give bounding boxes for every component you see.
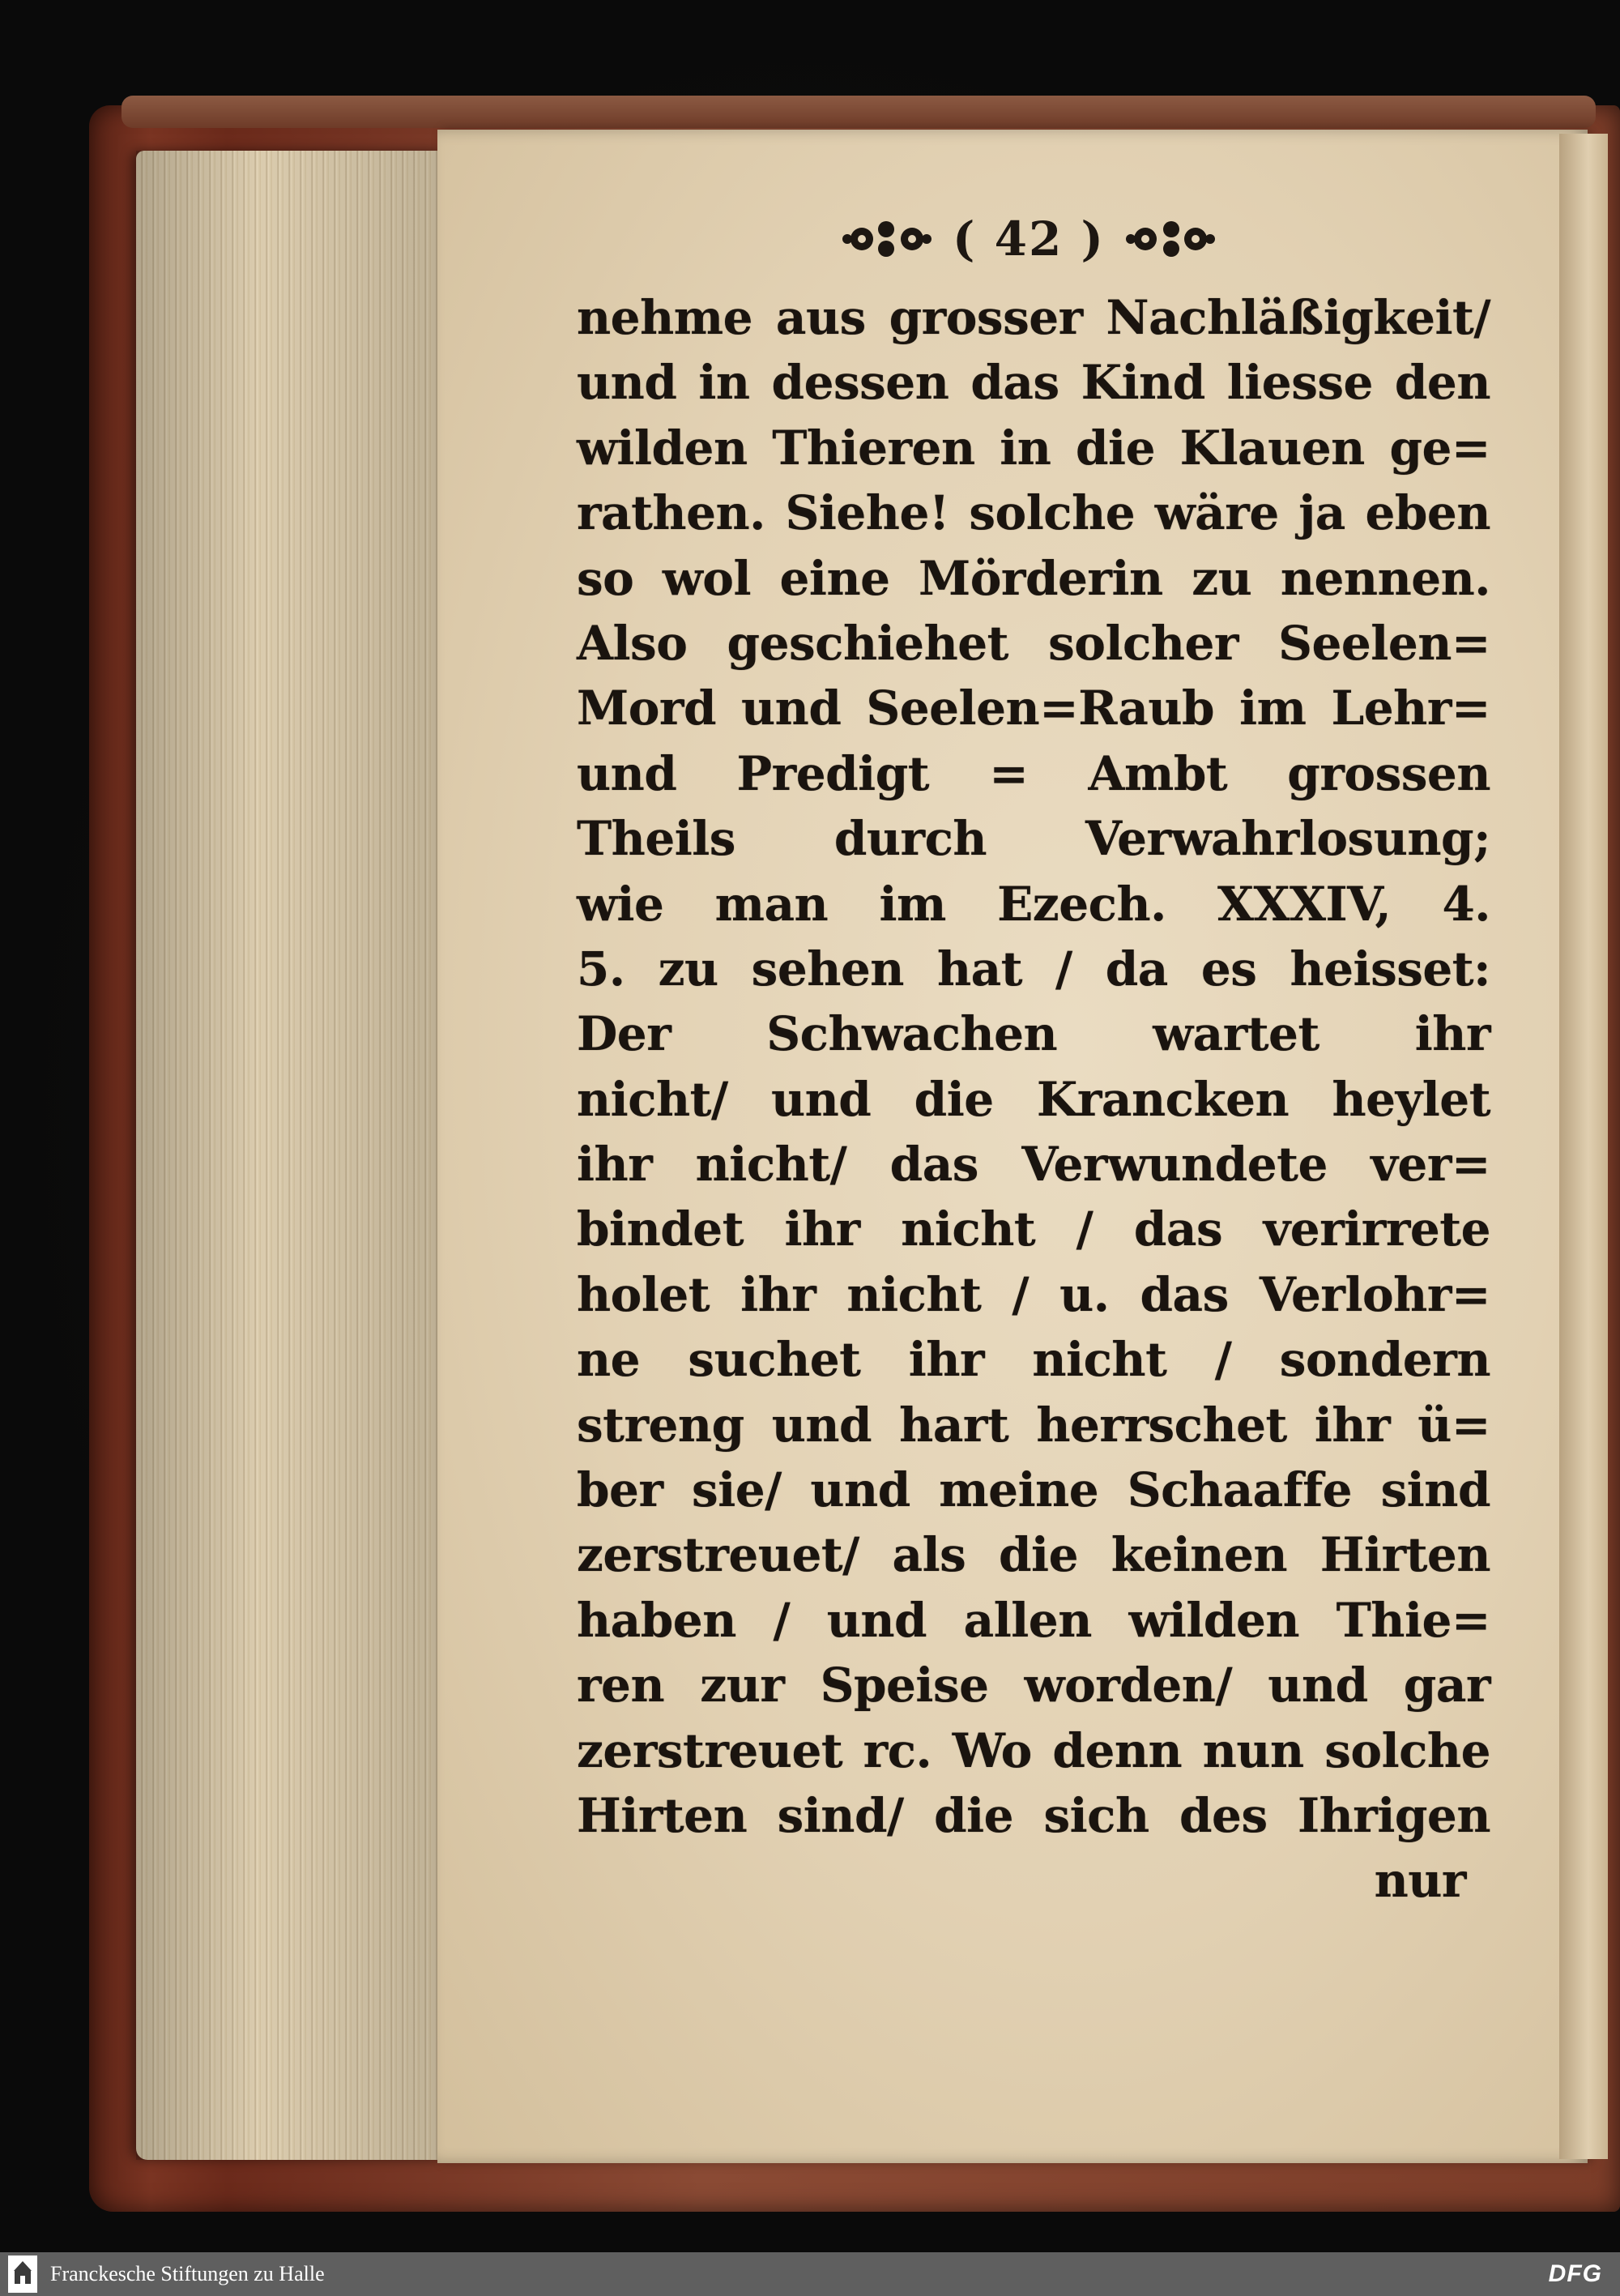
text-line: holet ihr nicht / u. das Verlohr= — [577, 1266, 1490, 1322]
text-line: haben / und allen wilden Thie= — [577, 1592, 1490, 1648]
institution-logo-icon — [8, 2255, 37, 2293]
page-edges — [136, 151, 444, 2160]
institution-name: Franckesche Stiftungen zu Halle — [50, 2262, 325, 2285]
text-line: ren zur Speise worden/ und gar — [577, 1658, 1490, 1713]
text-line: streng und hart herrschet ihr ü= — [577, 1397, 1490, 1453]
text-line: wie man im Ezech. XXXIV, 4. — [577, 876, 1490, 932]
catchword: nur — [1374, 1853, 1466, 1909]
text-line: Also geschiehet solcher Seelen= — [577, 615, 1490, 671]
text-line: Theils durch Verwahrlosung; — [577, 811, 1490, 867]
text-line: rathen. Siehe! solche wäre ja eben — [577, 485, 1490, 541]
text-line: 5. zu sehen hat / da es heisset: — [577, 941, 1490, 996]
page-text — [577, 285, 1490, 1914]
page-number: ( 42 ) — [953, 211, 1105, 267]
text-line: und in dessen das Kind liesse den — [577, 355, 1490, 411]
text-line: ihr nicht/ das Verwundete ver= — [577, 1137, 1490, 1193]
text-line: so wol eine Mörderin zu nennen. — [577, 550, 1490, 606]
text-line: zerstreuet/ als die keinen Hirten — [577, 1527, 1490, 1583]
text-line: bindet ihr nicht / das verirrete — [577, 1201, 1490, 1257]
text-line: und Predigt = Ambt grossen — [577, 745, 1490, 801]
dfg-logo: DFG — [1548, 2260, 1602, 2287]
text-line: zerstreuet rc. Wo denn nun solche — [577, 1722, 1490, 1778]
book-cover-top-edge — [122, 96, 1596, 128]
right-ornament-icon — [1123, 215, 1220, 263]
footer-bar — [0, 2252, 1620, 2296]
text-line: wilden Thieren in die Klauen ge= — [577, 420, 1490, 476]
text-line: nicht/ und die Krancken heylet — [577, 1071, 1490, 1127]
page-header — [826, 204, 1231, 274]
text-line: nehme aus grosser Nachläßigkeit/ — [577, 290, 1490, 345]
text-line: Hirten sind/ die sich des Ihrigen — [577, 1787, 1490, 1843]
text-line: Der Schwachen wartet ihr — [577, 1006, 1490, 1062]
page-gutter — [1559, 134, 1608, 2159]
text-line: Mord und Seelen=Raub im Lehr= — [577, 681, 1490, 736]
text-line: ber sie/ und meine Schaaffe sind — [577, 1462, 1490, 1518]
text-line: ne suchet ihr nicht / sondern — [577, 1332, 1490, 1388]
left-ornament-icon — [838, 215, 935, 263]
